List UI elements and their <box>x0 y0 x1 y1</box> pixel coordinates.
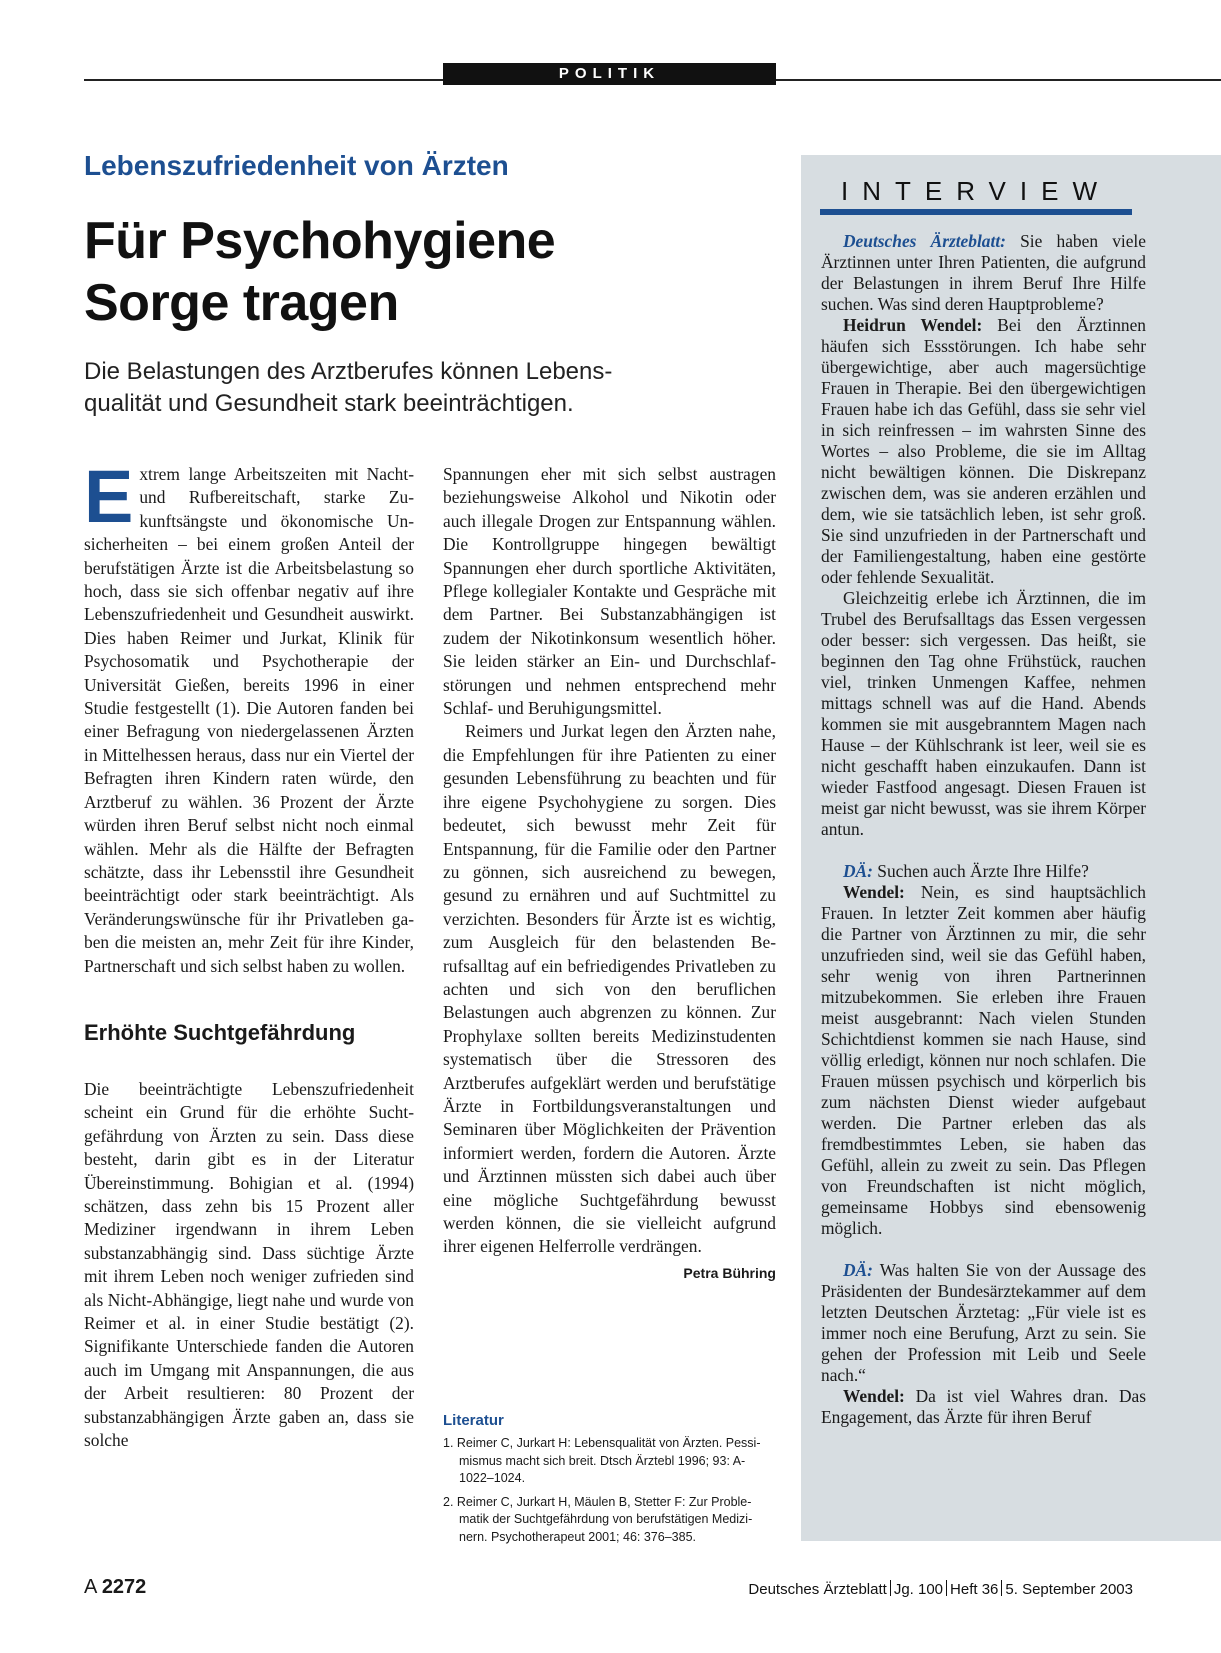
page-number: A 2272 <box>84 1576 147 1598</box>
section-label: POLITIK <box>443 63 776 85</box>
journal-date: 5. September 2003 <box>1005 1581 1133 1598</box>
article-column-2 <box>443 463 776 1285</box>
article-kicker: Lebenszufriedenheit von Ärzten <box>84 150 509 181</box>
literature-item: 2. Reimer C, Jurkart H, Mäulen B, Stetter F: Zur Problematik der Suchtgefährdung von berufstätigen Medizinern. Psychotherapeut 2001; 46: 376–385. <box>443 1494 753 1544</box>
journal-name: Deutsches Ärzteblatt <box>748 1581 887 1598</box>
footer-divider <box>946 1580 947 1596</box>
article-title: Für Psychohygiene Sorge tragen <box>84 212 556 332</box>
interview-heading: INTERVIEW <box>841 176 1111 206</box>
paragraph-3: Spannungen eher mit sich selbst austragen beziehungsweise Alkohol und Nikotin oder auch illegale Drogen zur Entspannung wählen. Die Kontrollgruppe hingegen bewältigt Spannungen eher durch sportliche Aktivitäten, Pflege kollegialer Kontakte und Gespräche mit dem Partner. Bei Substanzabhängigen ist zudem der Nikotinkonsum wesentlich höher. Sie leiden stärker an Ein- und Durchschlafstörungen und nehmen entsprechend mehr Schlaf- und Beruhigungsmittel. <box>443 464 776 719</box>
footer-divider <box>1001 1580 1002 1596</box>
interview-answer-3: Wendel: Da ist viel Wahres dran. Das Engagement, das Ärzte für ihren Beruf <box>821 1386 1146 1427</box>
subheading: Erhöhte Suchtgefährdung <box>84 1019 356 1045</box>
interview-question-2: DÄ: Suchen auch Ärzte Ihre Hilfe? <box>843 861 1089 881</box>
interview-heading-rule <box>820 209 1132 215</box>
author-name: Petra Bühring <box>683 1264 776 1281</box>
literature-title: Literatur <box>443 1412 504 1429</box>
literature-section <box>443 1412 776 1552</box>
interview-answer-1b: Gleichzeitig erlebe ich Ärztinnen, die im Trubel des Berufsalltags das Essen vergessen oder besser: sich vergessen. Das heißt, sie beginnen den Tag ohne Frühstück, rauchen viel, trinken Unmengen Kaffee, nehmen mittags schnell was auf die Hand. Abends kommen sie mit ausgebranntem Magen nach Hause – der Kühlschrank ist leer, weil sie es nicht geschafft haben einzukaufen. Dann ist wieder Fastfood angesagt. Diesen Frauen ist meist gar nicht bewusst, was sie ihrem Körper antun. <box>821 588 1146 839</box>
journal-volume: Jg. 100 <box>893 1581 944 1598</box>
journal-issue: Heft 36 <box>950 1581 999 1598</box>
interview-question-1: Deutsches Ärzteblatt: Sie haben viele Ärztinnen unter Ihren Patienten, die aufgrund der Belastungen in ihrem Beruf Ihre Hilfe suchen. Was sind deren Hauptprobleme? <box>821 231 1146 314</box>
interview-answer-1: Heidrun Wendel: Bei den Ärztinnen häufen sich Essstörungen. Ich habe sehr übergewichtige, aber auch magersüchtige Frauen in Therapie. Bei den übergewichtigen Frauen habe ich das Gefühl, dass sie sehr viel in sich reinfressen – im wahrsten Sinne des Wortes – also Probleme, die sie im Alltag nicht bewältigen können. Die Diskrepanz zwischen dem, was sie anderen erzählen und dem, wie sie tatsächlich leben, ist sehr groß. Sie sind unzufrieden in der Partnerschaft und der Familiengestaltung, haben eine gestörte oder fehlende Sexualität. <box>821 315 1147 587</box>
paragraph-2: Die beeinträchtigte Lebenszufriedenheit scheint ein Grund für die erhöhte Suchtgefährdung von Ärzten zu sein. Dass diese besteht, darin gibt es in der Literatur Übereinstimmung. Bohigian et al. (1994) schätzen, dass zehn bis 15 Prozent aller Mediziner irgendwann in ihrem Leben substanzabhängig sind. Dass süchtige Ärzte mit ihrem Leben noch weniger zufrieden sind als Nicht-Abhängige, liegt nahe und wurde von Reimer et al. in einer Studie bestätigt (2). Signifikante Unterschiede fanden die Autoren auch im Umgang mit Anspannungen, die aus der Arbeit resultieren: 80 Prozent der substanzabhängigen Ärzte gaben an, dass sie solche <box>84 1078 414 1451</box>
article-lead: Die Belastungen des Arztberufes können Lebensqualität und Gesundheit stark beeinträchtigen. <box>84 358 613 417</box>
paragraph-1: Extrem lange Arbeitszeiten mit Nacht- und Rufbereitschaft, starke Zukunftsängste und ökonomische Unsicherheiten – bei einem großen Anteil der berufstätigen Ärzte ist die Arbeitsbelastung so hoch, dass sie sich offenbar negativ auf ihre Lebenszufriedenheit und Gesundheit auswirkt. Dies haben Reimer und Jurkat, Klinik für Psychosomatik und Psychotherapie der Universität Gießen, bereits 1996 in einer Studie festgestellt (1). Die Autoren fanden bei einer Befragung von niedergelassenen Ärzten in Mittelhessen heraus, dass nur ein Viertel der Befragten ihren Kindern raten würde, den Arztberuf zu wählen. 36 Prozent der Ärzte würden ihren Beruf selbst nicht noch einmal wählen. Mehr als die Hälfte der Befragten schätzte, dass ihr Lebensstil ihre Gesundheit beeinträchtigt oder stark beeinträchtigt. Als Veränderungswünsche für ihr Privatleben gaben die meisten an, mehr Zeit für ihre Kinder, Partnerschaft und sich selbst haben zu wollen. <box>84 455 414 976</box>
footer-divider <box>890 1580 891 1596</box>
interview-text <box>821 231 1146 1428</box>
interview-question-3: DÄ: Was halten Sie von der Aussage des Präsidenten der Bundesärztekammer auf dem letzten Deutschen Ärztetag: „Für viele ist es immer noch eine Berufung, Arzt zu sein. Sie gehen der Profession mit Leib und Seele nach.“ <box>821 1260 1146 1385</box>
literature-item: 1. Reimer C, Jurkart H: Lebensqualität von Ärzten. Pessimismus macht sich breit. Dtsch Ärztebl 1996; 93: A-1022–1024. <box>443 1436 761 1485</box>
paragraph-4: Reimers und Jurkat legen den Ärzten nahe, die Empfehlungen für ihre Patienten zu einer gesunden Lebensführung zu beachten und für ihre eigene Psychohygiene zu sorgen. Dies bedeutet, sich bewusst mehr Zeit für Entspannung, für die Familie oder den Partner zu gönnen, sich ausreichend zu bewegen, gesund zu ernähren und auf Suchtmittel zu verzichten. Besonders für Ärzte ist es wichtig, zum Ausgleich für den belastenden Berufsalltag auf ein befriedigendes Privatleben zu achten und sich von den beruflichen Belastungen auch abgrenzen zu können. Zur Prophylaxe sollten bereits Medizinstudenten systematisch über die Stressoren des Arztberufes aufgeklärt werden und berufstätige Ärzte in Fortbildungsveranstaltungen und Seminaren über Möglichkeiten der Prävention informiert werden, fordern die Autoren. Ärzte und Ärztinnen müssten sich dabei auch über eine mögliche Suchtgefährdung bewusst werden können, die sie vielleicht aufgrund ihrer eigenen Helferrolle verdrängen. Petra Bühring <box>443 720 776 1258</box>
drop-cap: E <box>84 455 134 538</box>
article-column-1 <box>84 455 414 1452</box>
footer-citation <box>748 1580 1133 1598</box>
interview-answer-2: Wendel: Nein, es sind hauptsächlich Frauen. In letzter Zeit kommen aber häufig die Partner von Ärztinnen zu mir, die sehr unzufrieden sind, weil sie das Gefühl haben, sehr wenig von ihren Partnerinnen mitzubekommen. Sie erleben ihre Frauen meist ausgebrannt: Nach vielen Stunden Schichtdienst kommen sie nach Hause, sind völlig erledigt, können nur noch schlafen. Die Frauen müssen psychisch und körperlich bis zum nächsten Dienst wieder aufgebaut werden. Die Partner erleben das als fremdbestimmtes Leben, sie haben das Gefühl, allein zu zweit zu sein. Das Pflegen von Freundschaften ist nicht möglich, gemeinsame Hobbys sind ebensowenig möglich. <box>821 882 1146 1238</box>
